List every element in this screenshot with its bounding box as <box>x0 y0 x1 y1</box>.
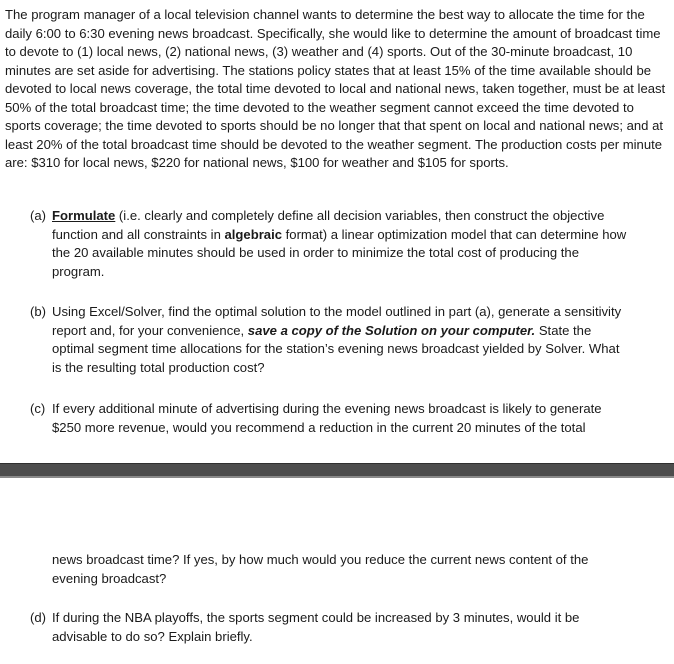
question-c-body-part-1: If every additional minute of advertising during the evening news broadcast is likely to generate $250 more revenue, would you recommend a reduction in the current 20 minutes of the total <box>52 401 602 435</box>
question-b-bold-italic: save a copy of the Solution on your computer. <box>247 322 536 338</box>
question-b-text-1: Using Excel/Solver, find the optimal solution to the model outlined in part (a), generate a sensitivity report and, for your convenience, <box>52 304 622 338</box>
question-a-text-2: format) a linear optimization model that can determine how the 20 available minutes should be used in order to minimize the total cost of producing the program. <box>52 226 627 279</box>
question-c-body-part-2: news broadcast time? If yes, by how much would you reduce the current news content of the evening broadcast? <box>52 552 589 586</box>
question-b-body <box>52 303 630 377</box>
question-a-body <box>52 207 630 281</box>
question-b-label: (b) <box>30 304 47 319</box>
question-a-emphasis: Formulate <box>52 208 116 223</box>
question-a <box>30 207 630 281</box>
question-c-label: (c) <box>30 401 46 416</box>
problem-statement: The program manager of a local television channel wants to determine the best way to allocate the time for the daily 6:00 to 6:30 evening news broadcast. Specifically, she would like to determine the amount of broadcast time to devote to (1) local news, (2) national news, (3) weather and (4) sports. Out of the 30-minute broadcast, 10 minutes are set aside for advertising. The stations policy states that at least 15% of the time available should be devoted to local news coverage, the total time devoted to local and national news, taken together, must be at least 50% of the total broadcast time; the time devoted to the weather segment cannot exceed the time devoted to sports coverage; the time devoted to sports should be no longer that that spent on local and national news; and at least 20% of the total broadcast time should be devoted to the weather segment. The production costs per minute are: $310 for local news, $220 for national news, $100 for weather and $105 for sports. <box>5 7 666 170</box>
question-c-continued <box>30 551 630 588</box>
question-a-label: (a) <box>30 208 47 223</box>
question-d-label: (d) <box>30 610 47 625</box>
question-a-bold: algebraic <box>224 226 283 242</box>
question-d <box>30 609 630 646</box>
page-break-divider <box>0 463 674 478</box>
question-b <box>30 303 630 377</box>
question-c <box>30 400 630 437</box>
question-b-text-2: State the optimal segment time allocations for the station’s evening news broadcast yielded by Solver. What is the resulting total production cost? <box>52 322 620 375</box>
question-d-body: If during the NBA playoffs, the sports segment could be increased by 3 minutes, would it be advisable to do so? Explain briefly. <box>52 610 580 644</box>
question-a-text-1: (i.e. clearly and completely define all decision variables, then construct the objective function and all constraints in <box>52 208 605 242</box>
